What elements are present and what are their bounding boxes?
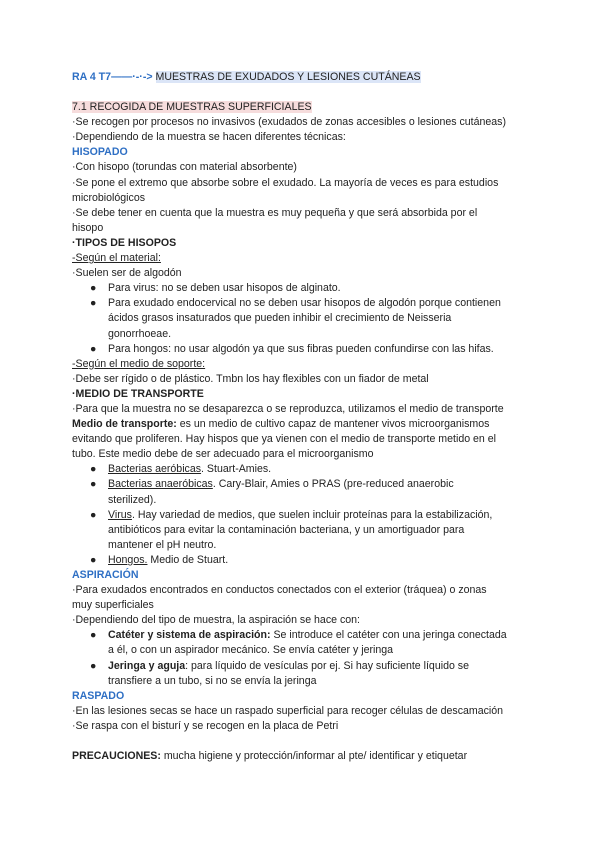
- list-item-text: Para virus: no se deben usar hisopos de alginato.: [108, 282, 341, 295]
- bullet-icon: ●: [90, 342, 97, 355]
- spacer: [72, 85, 532, 100]
- bullet-icon: ●: [90, 553, 97, 566]
- list-item: [72, 553, 532, 568]
- hisopado-line: ·Se debe tener en cuenta que la muestra es muy pequeña y que será absorbida por el: [72, 206, 478, 219]
- spacer: [72, 734, 532, 749]
- transporte-bullets: [72, 462, 532, 568]
- bullet-icon: ●: [90, 629, 97, 642]
- aspiracion-line: muy superficiales: [72, 599, 154, 612]
- document-page: [72, 70, 532, 764]
- list-item-label: Hongos.: [108, 553, 148, 566]
- aspiracion-heading: ASPIRACIÓN: [72, 569, 139, 581]
- title-arrow: ——·-·->: [111, 71, 153, 83]
- aspiracion-line: ·Dependiendo del tipo de muestra, la aspiración se hace con:: [72, 614, 360, 627]
- definicion-line: evitando que proliferen. Hay hispos que ya vienen con el medio de transporte metido en el: [72, 433, 497, 446]
- list-item-label: Virus: [108, 508, 132, 521]
- list-item-text: Se introduce el catéter con una jeringa conectada: [270, 629, 507, 642]
- material-bullets: [72, 281, 532, 356]
- definicion-text: es un medio de cultivo capaz de mantener vivos microorganismos: [176, 418, 490, 431]
- tipos-heading: ·TIPOS DE HISOPOS: [72, 236, 177, 249]
- list-item-text: Medio de Stuart.: [147, 553, 229, 566]
- bullet-icon: ●: [90, 508, 97, 521]
- bullet-icon: ●: [90, 478, 97, 491]
- hisopado-heading: HISOPADO: [72, 146, 128, 159]
- bullet-icon: ●: [90, 282, 97, 295]
- title-text: MUESTRAS DE EXUDADOS Y LESIONES CUTÁNEAS: [155, 71, 421, 83]
- list-item-text: mantener el pH neutro.: [108, 538, 217, 551]
- definicion-line: tubo. Este medio debe de ser adecuado para el microorganismo: [72, 448, 374, 461]
- soporte-line: ·Debe ser rígido o de plástico. Tmbn los hay flexibles con un fiador de metal: [72, 372, 429, 385]
- section-heading: 7.1 RECOGIDA DE MUESTRAS SUPERFICIALES: [72, 101, 312, 114]
- list-item-label: Catéter y sistema de aspiración:: [108, 629, 271, 642]
- list-item-text: antibióticos para evitar la contaminación bacteriana, y un amortiguador para: [108, 523, 465, 536]
- aspiracion-line: ·Para exudados encontrados en conductos conectados con el exterior (tráquea) o zonas: [72, 584, 487, 597]
- list-item-text: . Stuart-Amies.: [201, 463, 272, 476]
- aspiracion-bullets: [72, 628, 532, 688]
- list-item-label: Bacterias aeróbicas: [108, 463, 202, 476]
- list-item-label: Jeringa y aguja: [108, 659, 186, 672]
- bullet-icon: ●: [90, 659, 97, 672]
- precauciones-line: [72, 749, 532, 764]
- list-item-label: Bacterias anaeróbicas: [108, 478, 213, 491]
- raspado-heading: RASPADO: [72, 689, 125, 702]
- list-item: [72, 477, 532, 507]
- material-heading: -Según el material:: [72, 252, 161, 265]
- raspado-line: ·Se raspa con el bisturí y se recogen en la placa de Petri: [72, 719, 339, 732]
- list-item-text: Para hongos: no usar algodón ya que sus fibras pueden confundirse con las hifas.: [108, 342, 494, 355]
- hisopado-line: ·Se pone el extremo que absorbe sobre el exudado. La mayoría de veces es para estudios: [72, 176, 499, 189]
- raspado-line: ·En las lesiones secas se hace un raspado superficial para recoger células de descamación: [72, 704, 504, 717]
- transporte-line: ·Para que la muestra no se desaparezca o se reproduzca, utilizamos el medio de transporte: [72, 402, 504, 415]
- hisopado-line: ·Con hisopo (torundas con material absorbente): [72, 161, 297, 174]
- title-code: RA 4 T7: [72, 71, 112, 83]
- list-item-text: ácidos grasos insaturados que pueden inhibir el crecimiento de Neisseria: [108, 312, 452, 325]
- list-item: [72, 462, 532, 477]
- precauciones-label: PRECAUCIONES:: [72, 750, 161, 763]
- material-intro: ·Suelen ser de algodón: [72, 267, 182, 280]
- precauciones-text: mucha higiene y protección/informar al pte/ identificar y etiquetar: [160, 750, 468, 763]
- soporte-heading: -Según el medio de soporte:: [72, 357, 206, 370]
- transporte-heading: ·MEDIO DE TRANSPORTE: [72, 387, 204, 400]
- list-item-text: : para líquido de vesículas por ej. Si hay suficiente líquido se: [185, 659, 469, 672]
- list-item-text: . Cary-Blair, Amies o PRAS (pre-reduced anaerobic: [212, 478, 454, 491]
- list-item-text: Para exudado endocervical no se deben usar hisopos de algodón porque contienen: [108, 297, 501, 310]
- list-item: [72, 659, 532, 689]
- definicion-line: [72, 417, 532, 432]
- bullet-icon: ●: [90, 463, 97, 476]
- list-item-text: sterilized).: [108, 493, 157, 506]
- list-item: [72, 296, 532, 341]
- bullet-icon: ●: [90, 297, 97, 310]
- list-item: [72, 342, 532, 357]
- list-item-text: . Hay variedad de medios, que suelen incluir proteínas para la estabilización,: [131, 508, 493, 521]
- list-item: [72, 281, 532, 296]
- doc-title: [72, 70, 532, 85]
- hisopado-line: hisopo: [72, 221, 104, 234]
- list-item: [72, 508, 532, 553]
- list-item-text: gonorrhoeae.: [108, 327, 172, 340]
- list-item-text: transfiere a un tubo, si no se envía la jeringa: [108, 674, 317, 687]
- intro-line: ·Se recogen por procesos no invasivos (exudados de zonas accesibles o lesiones cutáneas): [72, 116, 507, 129]
- hisopado-line: microbiológicos: [72, 191, 146, 204]
- intro-line: ·Dependiendo de la muestra se hacen diferentes técnicas:: [72, 131, 346, 144]
- list-item-text: a él, o con un aspirador mecánico. Se envía catéter y jeringa: [108, 644, 394, 657]
- list-item: [72, 628, 532, 658]
- definicion-term: Medio de transporte:: [72, 418, 177, 431]
